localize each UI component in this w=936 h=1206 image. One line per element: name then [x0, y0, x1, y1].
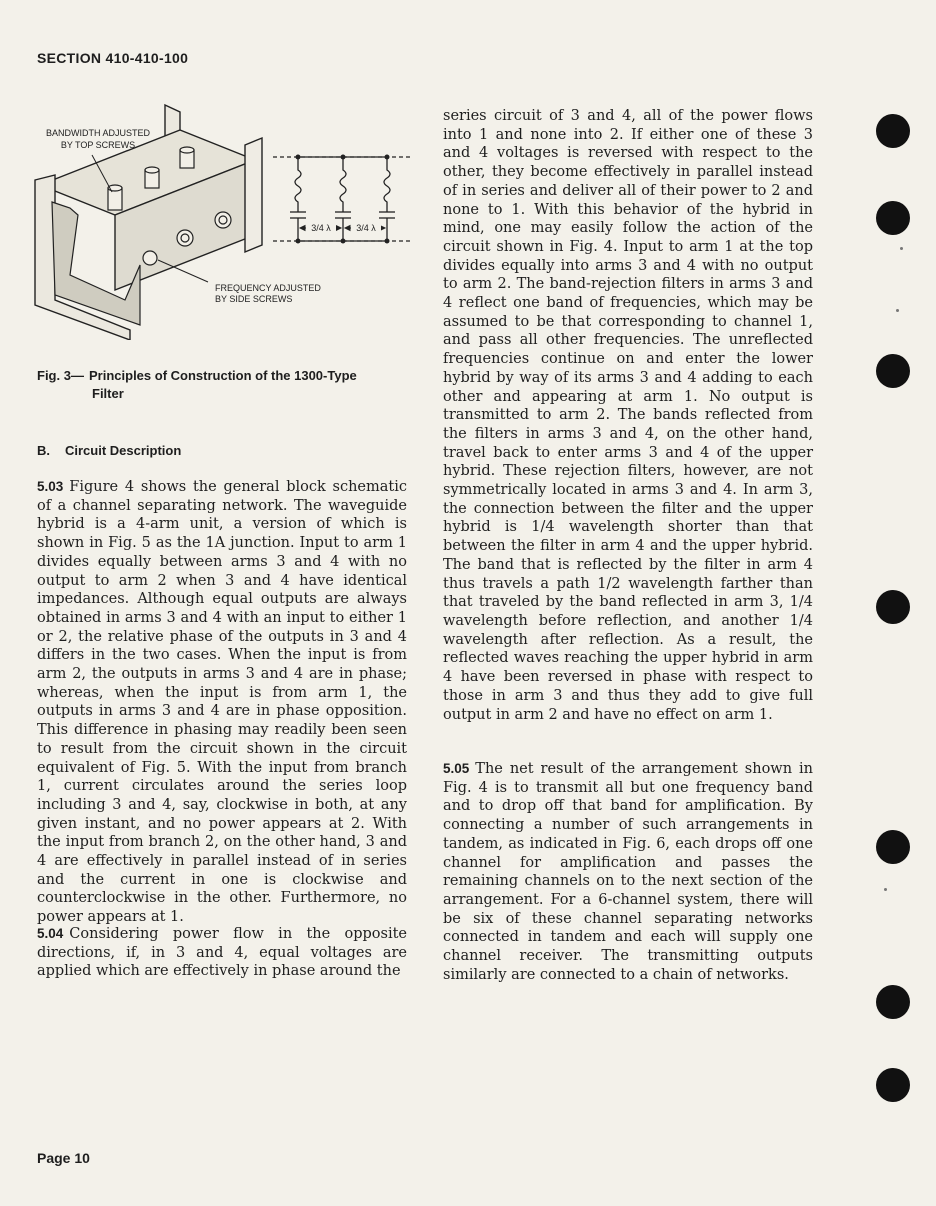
- paragraph-5-03: [37, 478, 407, 927]
- punch-hole: [876, 830, 910, 864]
- section-header: SECTION 410-410-100: [37, 50, 189, 66]
- page-number: Page 10: [37, 1150, 90, 1166]
- paragraph-text: Figure 4 shows the general block schematic of a channel separating network. The waveguide hybrid is a 4-arm unit, a version of which is shown in Fig. 5 as the 1A junction. Input to arm 1 divides equally between arms 3 and 4 with no output to arm 2 when 3 and 4 have identical impedances. Although equal outputs are always obtained in arms 3 and 4 with an input to either 1 or 2, the relative phase of the outputs in 3 and 4 differs in the two cases. When the input is from arm 2, the outputs in arms 3 and 4 are in phase; whereas, when the input is from arm 1, the outputs in arms 3 and 4 are in phase opposition. This difference in phasing may readily been seen to result from the circuit shown in the circuit equivalent of Fig. 5. With the input from branch 1, current circulates around the series loop including 3 and 4, say, clockwise in both, at any given instant, and no power appears at 2. With the input from branch 2, on the other hand, 3 and 4 are effectively in parallel instead of in series and the current in one is clockwise and counterclockwise in the other. Furthermore, no power appears at 1.: [37, 479, 407, 926]
- spacing-label-2: 3/4 λ: [356, 223, 376, 233]
- paragraph-5-05: [443, 760, 813, 984]
- paragraph-5-04: [37, 925, 407, 981]
- scan-speck: [884, 888, 887, 891]
- spacing-label-1: 3/4 λ: [311, 223, 331, 233]
- paragraph-number: 5.03: [37, 479, 64, 494]
- scan-speck: [896, 309, 899, 312]
- paragraph-text: series circuit of 3 and 4, all of the power flows into 1 and none into 2. If either one of these 3 and 4 voltages is reversed with respect to the other, they become effectively in parallel instead of in series and deliver all of their power to 2 and none to 1. With this behavior of the hybrid in mind, one may easily follow the action of the circuit shown in Fig. 4. Input to arm 1 at the top divides equally into arms 3 and 4 with no output to arm 2. The band-rejection filters in arms 3 and 4 reflect one band of frequencies, which may be assumed to be that corresponding to channel 1, and pass all other frequencies. The unreflected frequencies continue on and enter the lower hybrid by way of its arms 3 and 4 adding to each other and appearing at arm 1. No output is transmitted to arm 2. The bands reflected from the filters in arms 3 and 4, on the other hand, travel back to enter arms 3 and 4 of the upper hybrid. These rejection filters, however, are not symmetrically located in arms 3 and 4. In arm 3, the connection between the filter and the upper hybrid is 1/4 wavelength shorter than that between the filter in arm 4 and the upper hybrid. The band that is reflected by the filter in arm 4 thus travels a path 1/2 wavelength farther than that traveled by the band reflected in arm 3, 1/4 wavelength before reflection, and another 1/4 wavelength after reflection. As a result, the reflected waves reaching the upper hybrid in arm 4 have been reversed in phase with respect to those in arm 3 and thus they add to give full output in arm 2 and have no effect on arm 1.: [443, 108, 813, 723]
- punch-hole: [876, 114, 910, 148]
- punch-hole: [876, 590, 910, 624]
- caption-line1: Principles of Construction of the 1300-Type: [89, 368, 357, 383]
- punch-hole: [876, 1068, 910, 1102]
- frequency-label-line1: FREQUENCY ADJUSTED: [215, 283, 321, 293]
- figure-caption: [37, 367, 407, 403]
- subheading-letter: B.: [37, 443, 50, 458]
- subheading-title: Circuit Description: [65, 443, 182, 458]
- bandwidth-label-line1: BANDWIDTH ADJUSTED: [45, 128, 151, 138]
- bandwidth-label-line2: BY TOP SCREWS: [60, 140, 136, 150]
- punch-hole: [876, 985, 910, 1019]
- scan-speck: [900, 247, 903, 250]
- punch-hole: [876, 201, 910, 235]
- punch-hole: [876, 354, 910, 388]
- paragraph-5-04-continued: [443, 107, 813, 724]
- frequency-label-line2: BY SIDE SCREWS: [215, 294, 293, 304]
- paragraph-number: 5.05: [443, 761, 470, 776]
- paragraph-text: Considering power flow in the opposite directions, if, in 3 and 4, equal voltages are applied which are effectively in phase around the: [37, 926, 407, 980]
- section-subheading: [37, 443, 181, 458]
- caption-line2: Filter: [92, 386, 124, 401]
- paragraph-text: The net result of the arrangement shown in Fig. 4 is to transmit all but one frequency band and to drop off that band for amplification. By connecting a number of such arrangements in tandem, as indicated in Fig. 6, each drops off one channel for amplification and passes the remaining channels on to the next section of the arrangement. For a 6-channel system, there will be six of these channel separating networks connected in tandem and each will supply one channel receiver. The transmitting outputs similarly are connected to a chain of networks.: [443, 761, 813, 983]
- paragraph-number: 5.04: [37, 926, 64, 941]
- filter-construction-figure: [30, 100, 420, 340]
- caption-label: Fig. 3—: [37, 368, 84, 383]
